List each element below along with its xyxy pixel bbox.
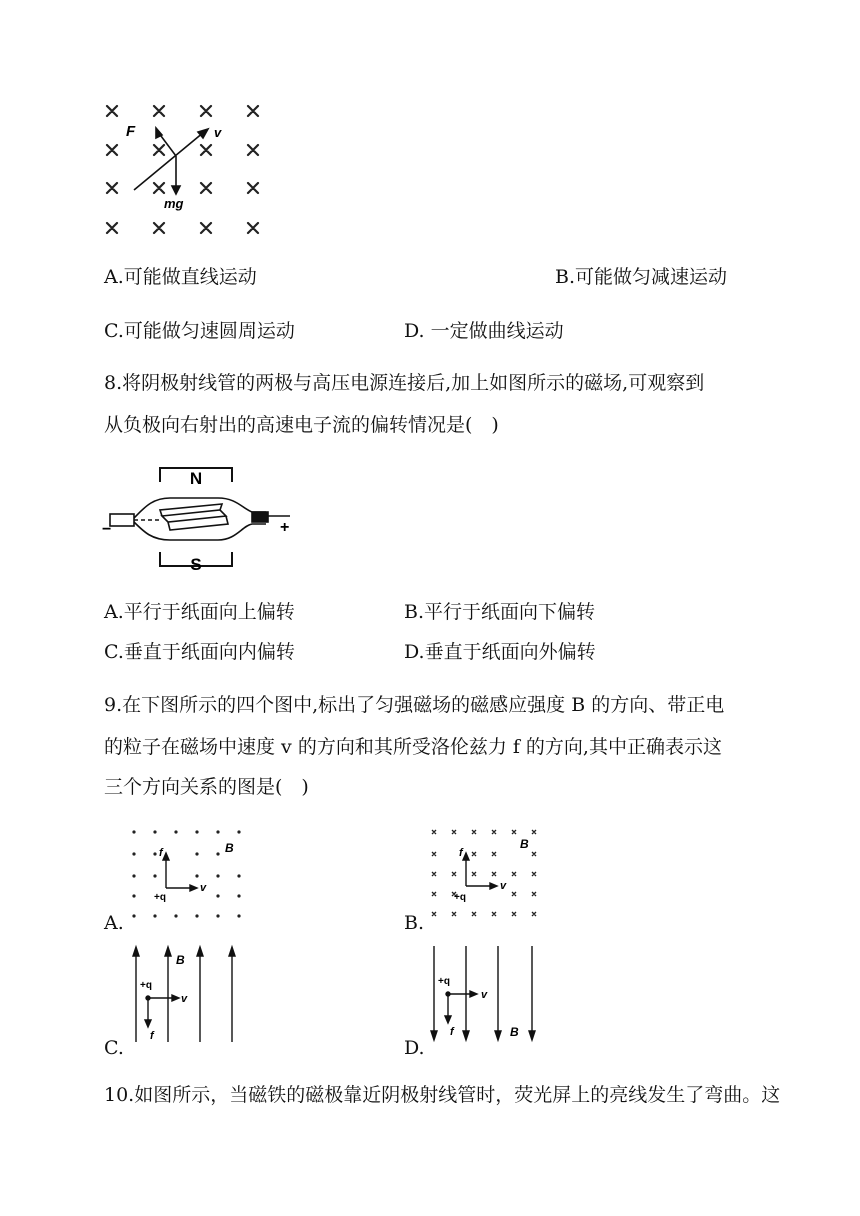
q9-figure-a	[126, 826, 250, 922]
q9-stem-line-1: 9.在下图所示的四个图中,标出了匀强磁场的磁感应强度 B 的方向、带正电	[104, 694, 725, 716]
q8-option-d: D.垂直于纸面向外偏转	[404, 641, 596, 663]
q9c-label-B: B	[176, 953, 185, 967]
q9-option-b-label: B.	[404, 912, 425, 934]
q9-option-d-label: D.	[404, 1037, 425, 1059]
q9a-label-v: v	[200, 882, 207, 894]
q7-label-F: F	[126, 123, 136, 140]
q9-option-a-label: A.	[104, 912, 124, 934]
q7-force-diagram	[100, 98, 270, 238]
q9b-label-f: f	[459, 847, 463, 859]
q8-label-plus: +	[280, 519, 290, 536]
q9d-label-q: +q	[438, 976, 450, 987]
q8-tube	[110, 498, 290, 540]
q8-stem-line-1: 8.将阴极射线管的两极与高压电源连接后,加上如图所示的磁场,可观察到	[104, 372, 705, 394]
q7-label-mg: mg	[164, 196, 184, 211]
q9d-label-B: B	[510, 1025, 519, 1039]
q9b-label-B: B	[520, 837, 529, 851]
q7-option-b: B.可能做匀减速运动	[555, 266, 728, 288]
q9-figure-b	[426, 826, 550, 922]
q8-cathode-ray-tube-diagram	[100, 460, 300, 572]
q9-stem-line-2: 的粒子在磁场中速度 v 的方向和其所受洛伦兹力 f 的方向,其中正确表示这	[104, 736, 722, 758]
q8-option-b: B.平行于纸面向下偏转	[404, 601, 596, 623]
q8-option-a: A.平行于纸面向上偏转	[104, 601, 295, 623]
q9a-label-B: B	[225, 841, 234, 855]
q7-velocity-line	[134, 132, 204, 190]
q9d-label-v: v	[481, 989, 488, 1001]
q9-option-c-label: C.	[104, 1037, 124, 1059]
q9a-label-q: +q	[154, 892, 166, 903]
q7-label-v: v	[214, 125, 222, 140]
q8-label-N: N	[189, 469, 203, 488]
q8-label-S: S	[190, 555, 202, 572]
q9b-label-q: +q	[454, 892, 466, 903]
q9c-label-f: f	[150, 1030, 154, 1042]
q7-option-c: C.可能做匀速圆周运动	[104, 320, 295, 342]
q8-stem-line-2: 从负极向右射出的高速电子流的偏转情况是( )	[104, 414, 499, 436]
q7-option-d: D. 一定做曲线运动	[404, 320, 564, 342]
q10-stem-line-1: 10.如图所示，当磁铁的磁极靠近阴极射线管时，荧光屏上的亮线发生了弯曲。这	[104, 1084, 781, 1106]
q7-option-a: A.可能做直线运动	[104, 266, 257, 288]
q9c-label-v: v	[181, 993, 188, 1005]
q9-stem-line-3: 三个方向关系的图是( )	[104, 776, 309, 798]
q9b-label-v: v	[500, 880, 507, 892]
q8-label-minus: −	[102, 521, 112, 538]
q9a-label-f: f	[159, 847, 163, 859]
q9-figure-d	[426, 944, 546, 1044]
q9-figure-c	[126, 944, 246, 1044]
q9d-label-f: f	[450, 1026, 454, 1038]
q8-option-c: C.垂直于纸面向内偏转	[104, 641, 295, 663]
q9c-label-q: +q	[140, 980, 152, 991]
